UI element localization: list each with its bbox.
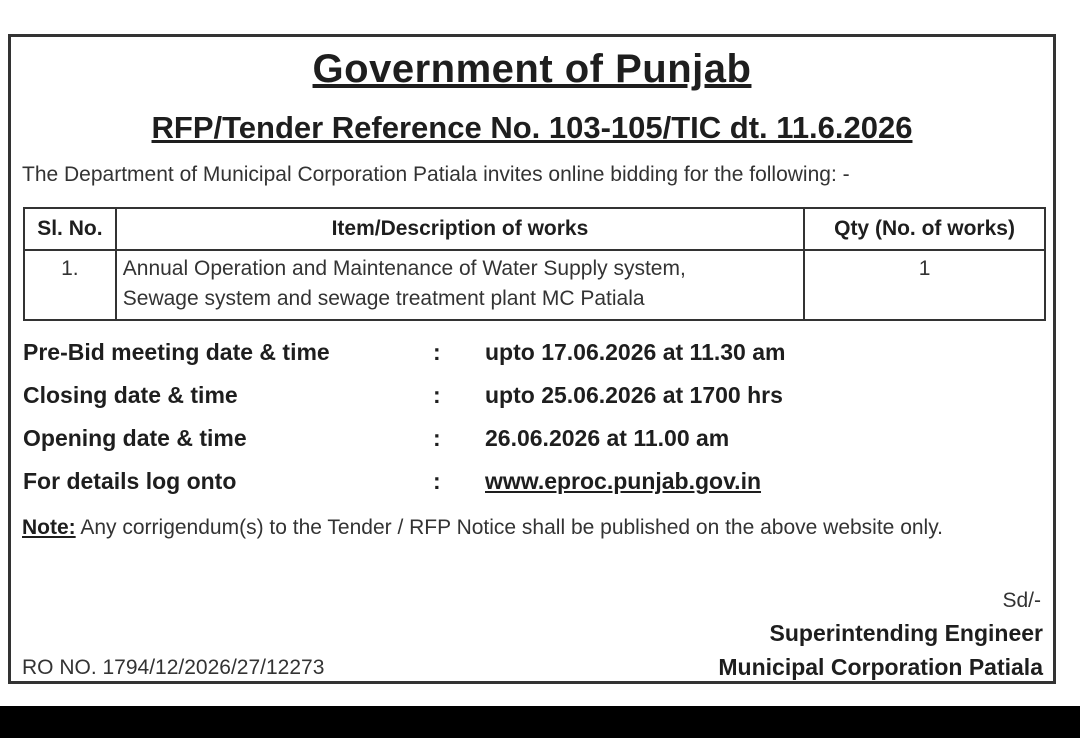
note-label: Note: xyxy=(22,516,76,539)
detail-colon: : xyxy=(433,425,441,451)
eproc-website-link[interactable]: www.eproc.punjab.gov.in xyxy=(485,468,762,494)
tender-reference: RFP/Tender Reference No. 103-105/TIC dt. 11.6.2026 xyxy=(151,110,913,145)
bottom-black-bar xyxy=(0,706,1080,738)
description-line-2: Sewage system and sewage treatment plant MC Patiala xyxy=(122,287,645,310)
detail-colon: : xyxy=(433,468,441,494)
cell-sl-no: 1. xyxy=(24,250,116,320)
detail-colon: : xyxy=(433,339,441,365)
intro-text: The Department of Municipal Corporation Patiala invites online bidding for the following: - xyxy=(22,163,850,186)
detail-value: upto 25.06.2026 at 1700 hrs xyxy=(485,382,783,408)
header-qty: Qty (No. of works) xyxy=(804,208,1045,250)
works-table xyxy=(23,207,1046,321)
detail-value: 26.06.2026 at 11.00 am xyxy=(485,425,730,451)
detail-label: Opening date & time xyxy=(23,425,247,451)
detail-value: upto 17.06.2026 at 11.30 am xyxy=(485,339,786,365)
signatory-organization: Municipal Corporation Patiala xyxy=(718,654,1043,680)
signatory-title: Superintending Engineer xyxy=(769,620,1043,646)
description-line-1: Annual Operation and Maintenance of Water Supply system, xyxy=(122,257,686,280)
ro-number: RO NO. 1794/12/2026/27/12273 xyxy=(22,656,325,679)
detail-label: Closing date & time xyxy=(23,382,238,408)
detail-label: For details log onto xyxy=(23,468,237,494)
detail-colon: : xyxy=(433,382,441,408)
cell-qty: 1 xyxy=(804,250,1045,320)
header-description: Item/Description of works xyxy=(116,208,804,250)
detail-label: Pre-Bid meeting date & time xyxy=(23,339,330,365)
notice-title: Government of Punjab xyxy=(312,47,752,91)
table-row xyxy=(24,250,1045,320)
header-sl-no: Sl. No. xyxy=(24,208,116,250)
tender-notice xyxy=(8,34,1056,684)
note-text: Any corrigendum(s) to the Tender / RFP Notice shall be published on the above website only. xyxy=(75,516,943,539)
cell-description xyxy=(116,250,804,320)
note-paragraph xyxy=(22,513,1050,543)
signed-mark: Sd/- xyxy=(1002,589,1041,612)
table-header-row xyxy=(24,208,1045,250)
